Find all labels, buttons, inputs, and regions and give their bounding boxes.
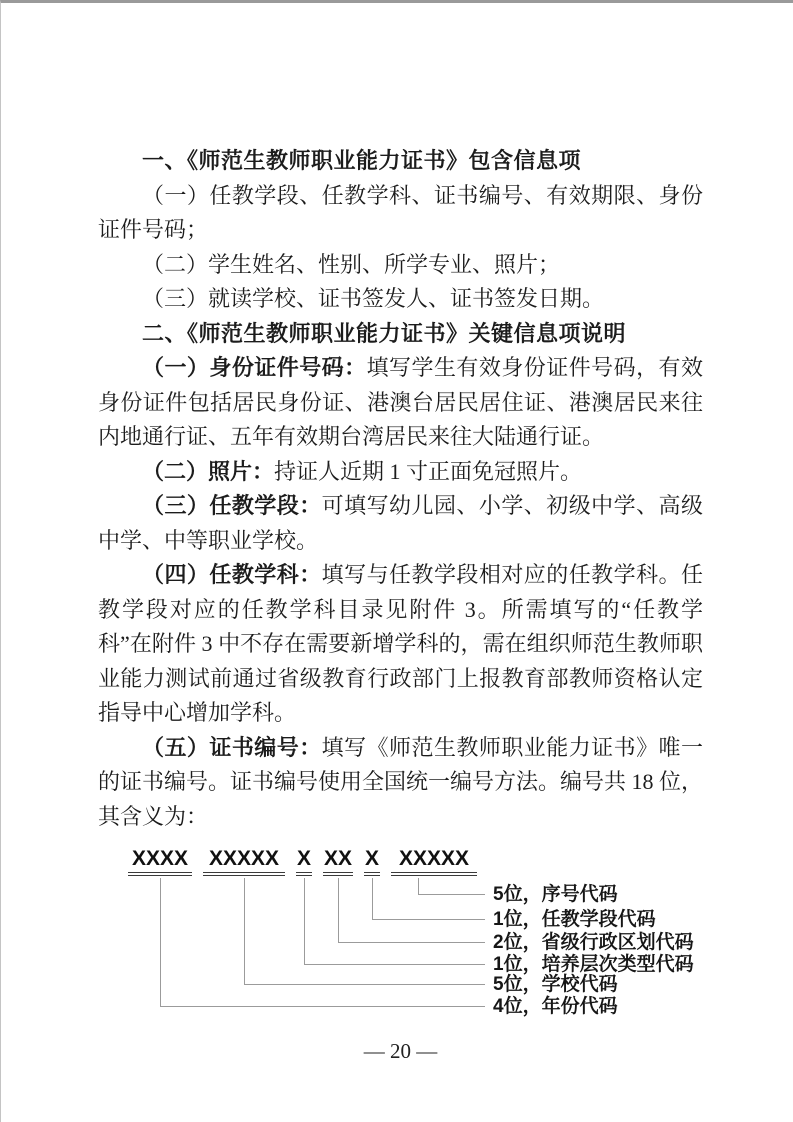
code-group-school: XXXXX bbox=[203, 846, 285, 876]
section2-item-1-lead: （一）身份证件号码： bbox=[142, 355, 367, 380]
section2-item-4-lead: （四）任教学科： bbox=[142, 562, 322, 587]
section1-item-2: （二）学生姓名、性别、所学专业、照片； bbox=[142, 251, 561, 277]
section2-item-3-lead: （三）任教学段： bbox=[142, 493, 322, 518]
section2-heading: 二、《师范生教师职业能力证书》关键信息项说明 bbox=[142, 320, 627, 346]
section2-item-5-text: 填写《师范生教师职业能力证书》唯一的证书编号。证书编号使用全国统一编号方法。编号共 18 位，其含义为： bbox=[98, 734, 704, 829]
section2-item-4-text: 填写与任教学段相对应的任教学科。任教学段对应的任教学科目录见附件 3。所需填写的“任教学科”在附件 3 中不存在需要新增学科的，需在组织师范生教师职业能力测试前通过省级教育行政部门上报教育部教师资格认定指导中心增加学科。 bbox=[98, 562, 703, 725]
code-label-training-level: 1位，培养层次类型代码 bbox=[493, 954, 694, 975]
section2-item-3-text: 可填写幼儿园、小学、初级中学、高级中学、中等职业学校。 bbox=[98, 493, 703, 553]
section1-item-1: （一）任教学段、任教学科、证书编号、有效期限、身份证件号码； bbox=[98, 182, 703, 242]
section2-item-3 bbox=[98, 489, 703, 558]
code-label-teaching-stage: 1位，任教学段代码 bbox=[493, 909, 656, 930]
section2-item-2-text: 持证人近期 1 寸正面免冠照片。 bbox=[274, 458, 583, 484]
code-label-year: 4位，年份代码 bbox=[493, 996, 618, 1017]
certificate-number-diagram bbox=[98, 846, 703, 1022]
section2-item-5-lead: （五）证书编号： bbox=[142, 734, 322, 760]
section2-item-2-lead: （二）照片： bbox=[142, 458, 275, 484]
page-number: — 20 — bbox=[363, 1039, 438, 1063]
code-group-year: XXXX bbox=[128, 846, 192, 876]
code-group-teaching-stage: X bbox=[364, 846, 380, 876]
code-label-province: 2位，省级行政区划代码 bbox=[493, 932, 694, 953]
section2-item-1-text: 填写学生有效身份证件号码，有效身份证件包括居民身份证、港澳台居民居住证、港澳居民来往内地通行证、五年有效期台湾居民来往大陆通行证。 bbox=[98, 355, 703, 449]
code-label-serial: 5位，序号代码 bbox=[493, 884, 618, 905]
code-group-serial: XXXXX bbox=[391, 846, 477, 876]
section1-heading: 一、《师范生教师职业能力证书》包含信息项 bbox=[142, 148, 582, 173]
code-group-training-level: X bbox=[296, 846, 312, 876]
code-group-province: XX bbox=[323, 846, 353, 876]
section2-item-4 bbox=[98, 558, 703, 731]
section2-item-1 bbox=[98, 351, 703, 455]
section1-item-3: （三）就读学校、证书签发人、证书签发日期。 bbox=[142, 286, 605, 311]
section2-item-5 bbox=[98, 731, 703, 835]
code-label-school: 5位，学校代码 bbox=[493, 974, 618, 995]
certificate-number-pattern bbox=[98, 846, 703, 876]
section2-item-2 bbox=[98, 455, 703, 490]
